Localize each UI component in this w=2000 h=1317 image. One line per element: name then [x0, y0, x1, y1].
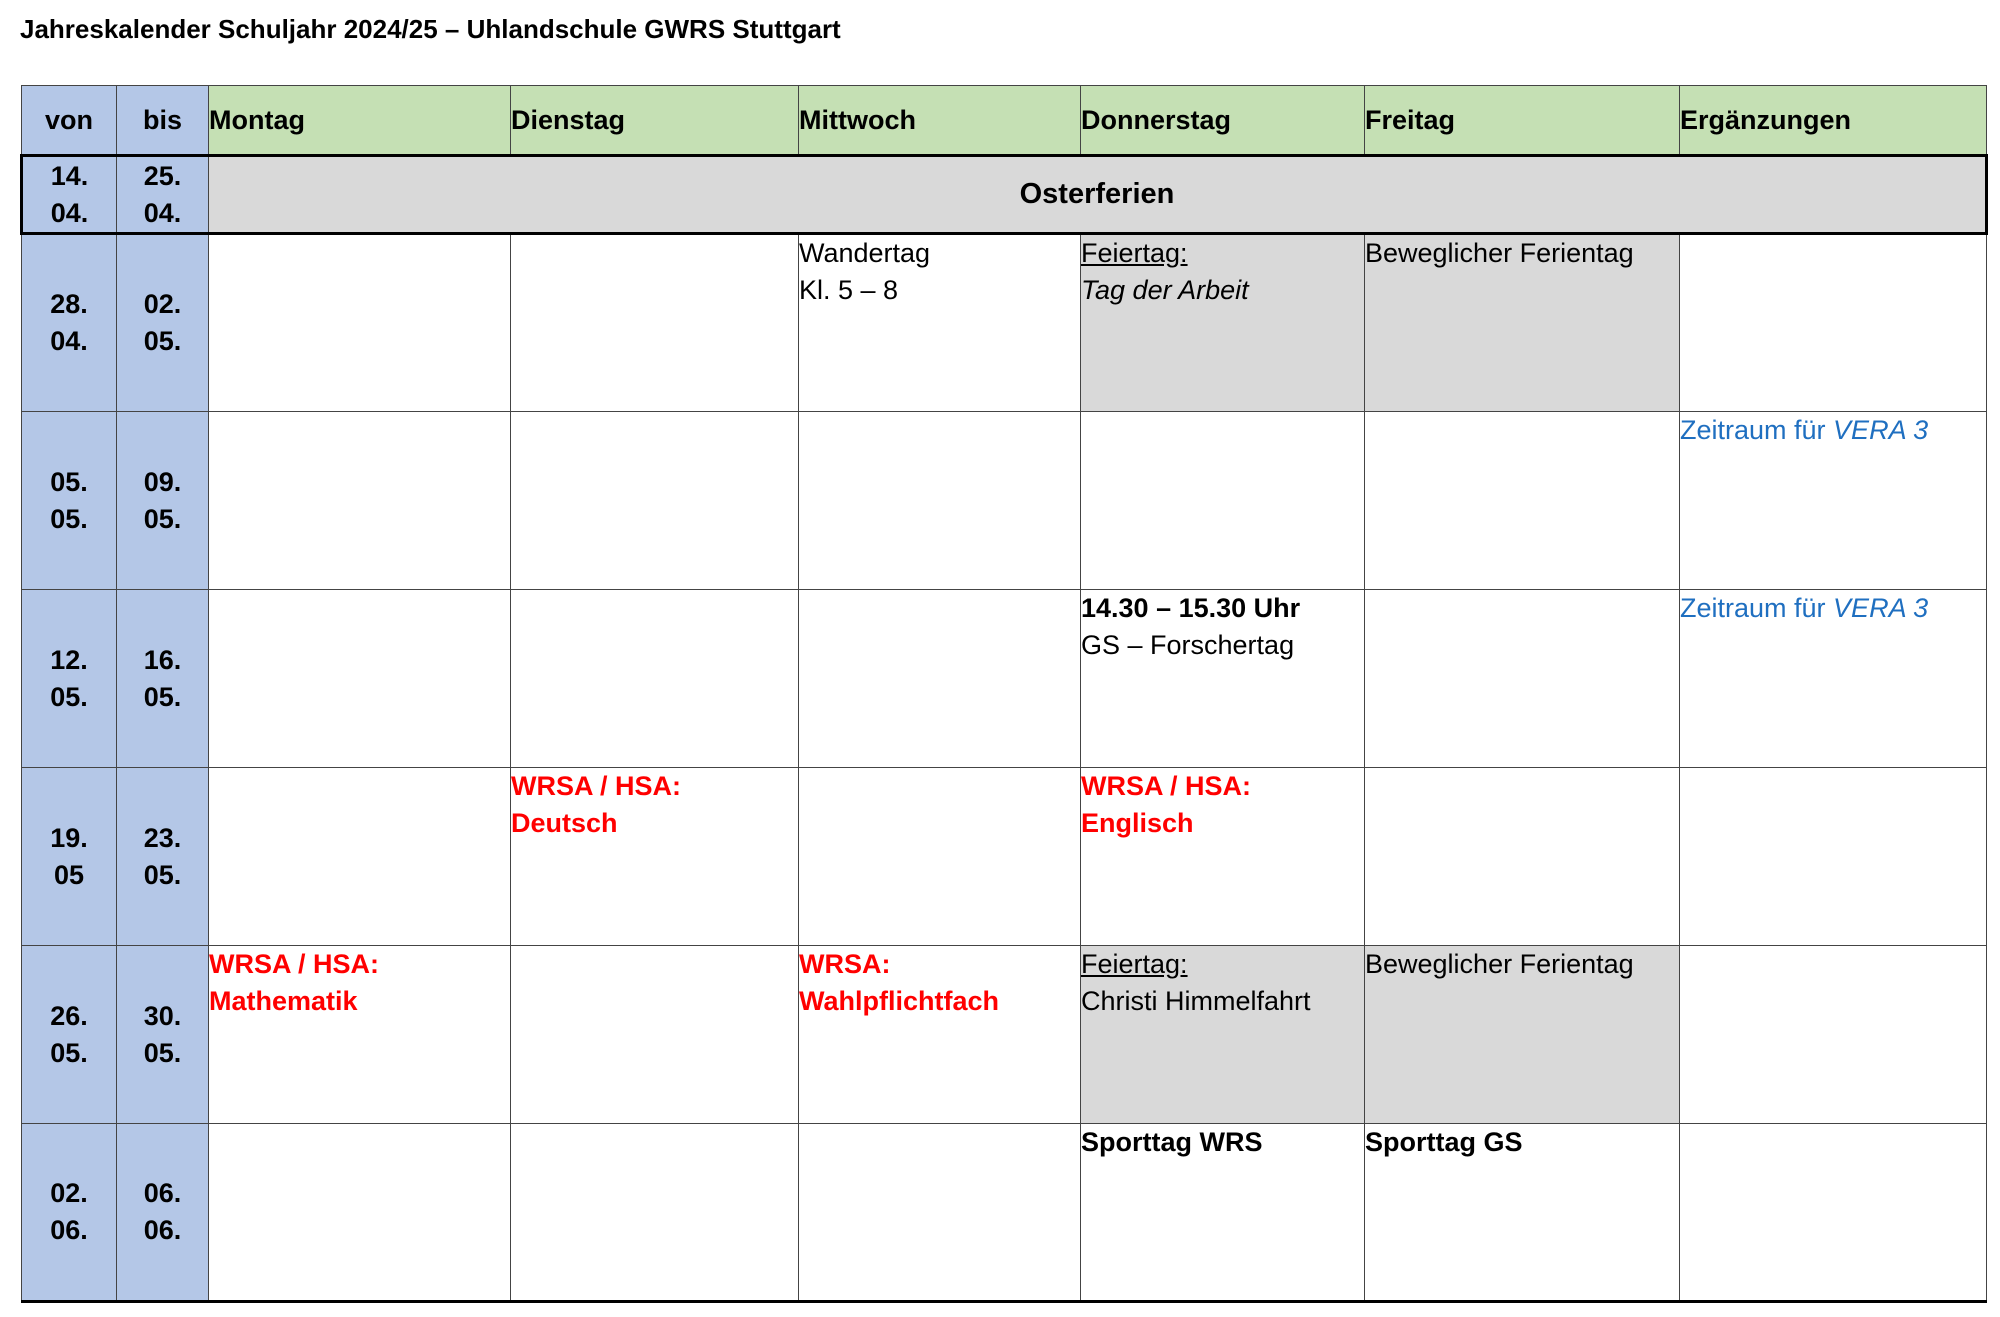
date-from: 26. 05.	[22, 946, 117, 1124]
cell-dienstag: WRSA / HSA: Deutsch	[511, 768, 799, 946]
date-to: 23. 05.	[117, 768, 209, 946]
cell-montag	[209, 234, 511, 412]
date-to: 02. 05.	[117, 234, 209, 412]
cell-montag	[209, 412, 511, 590]
col-header-von: von	[22, 86, 117, 156]
col-header-mittwoch: Mittwoch	[799, 86, 1081, 156]
cell-mittwoch	[799, 590, 1081, 768]
cell-donnerstag: Feiertag: Tag der Arbeit	[1081, 234, 1365, 412]
cell-ergaenzungen	[1680, 1124, 1987, 1302]
table-row	[22, 1124, 1987, 1302]
cell-mittwoch	[799, 768, 1081, 946]
date-to: 30. 05.	[117, 946, 209, 1124]
cell-ergaenzungen: Zeitraum für VERA 3	[1680, 412, 1987, 590]
date-to: 06. 06.	[117, 1124, 209, 1302]
date-from: 05. 05.	[22, 412, 117, 590]
cell-ergaenzungen	[1680, 234, 1987, 412]
col-header-donnerstag: Donnerstag	[1081, 86, 1365, 156]
cell-ergaenzungen: Zeitraum für VERA 3	[1680, 590, 1987, 768]
calendar-table	[20, 85, 1988, 1303]
col-header-freitag: Freitag	[1365, 86, 1680, 156]
table-row	[22, 234, 1987, 412]
date-from: 02. 06.	[22, 1124, 117, 1302]
table-row	[22, 412, 1987, 590]
col-header-ergaenzungen: Ergänzungen	[1680, 86, 1987, 156]
cell-donnerstag: 14.30 – 15.30 Uhr GS – Forschertag	[1081, 590, 1365, 768]
date-from: 14. 04.	[22, 156, 117, 234]
cell-donnerstag: Sporttag WRS	[1081, 1124, 1365, 1302]
date-from: 19. 05	[22, 768, 117, 946]
holiday-banner: Osterferien	[209, 156, 1987, 234]
cell-montag	[209, 768, 511, 946]
cell-freitag: Beweglicher Ferientag	[1365, 946, 1680, 1124]
header-row	[22, 86, 1987, 156]
cell-donnerstag	[1081, 412, 1365, 590]
col-header-dienstag: Dienstag	[511, 86, 799, 156]
cell-mittwoch: WRSA: Wahlpflichtfach	[799, 946, 1081, 1124]
cell-montag	[209, 590, 511, 768]
table-row	[22, 768, 1987, 946]
cell-donnerstag: WRSA / HSA: Englisch	[1081, 768, 1365, 946]
cell-montag: WRSA / HSA: Mathematik	[209, 946, 511, 1124]
cell-dienstag	[511, 234, 799, 412]
cell-mittwoch	[799, 1124, 1081, 1302]
cell-dienstag	[511, 1124, 799, 1302]
cell-freitag: Beweglicher Ferientag	[1365, 234, 1680, 412]
cell-ergaenzungen	[1680, 946, 1987, 1124]
date-to: 09. 05.	[117, 412, 209, 590]
cell-ergaenzungen	[1680, 768, 1987, 946]
cell-donnerstag: Feiertag: Christi Himmelfahrt	[1081, 946, 1365, 1124]
cell-dienstag	[511, 590, 799, 768]
date-to: 16. 05.	[117, 590, 209, 768]
page-title: Jahreskalender Schuljahr 2024/25 – Uhlandschule GWRS Stuttgart	[20, 14, 841, 44]
col-header-bis: bis	[117, 86, 209, 156]
date-from: 12. 05.	[22, 590, 117, 768]
cell-freitag	[1365, 768, 1680, 946]
holiday-row	[22, 156, 1987, 234]
cell-mittwoch: Wandertag Kl. 5 – 8	[799, 234, 1081, 412]
cell-freitag	[1365, 412, 1680, 590]
cell-dienstag	[511, 946, 799, 1124]
cell-freitag	[1365, 590, 1680, 768]
cell-freitag: Sporttag GS	[1365, 1124, 1680, 1302]
date-from: 28. 04.	[22, 234, 117, 412]
table-row	[22, 590, 1987, 768]
cell-dienstag	[511, 412, 799, 590]
cell-montag	[209, 1124, 511, 1302]
date-to: 25. 04.	[117, 156, 209, 234]
cell-mittwoch	[799, 412, 1081, 590]
col-header-montag: Montag	[209, 86, 511, 156]
table-row	[22, 946, 1987, 1124]
